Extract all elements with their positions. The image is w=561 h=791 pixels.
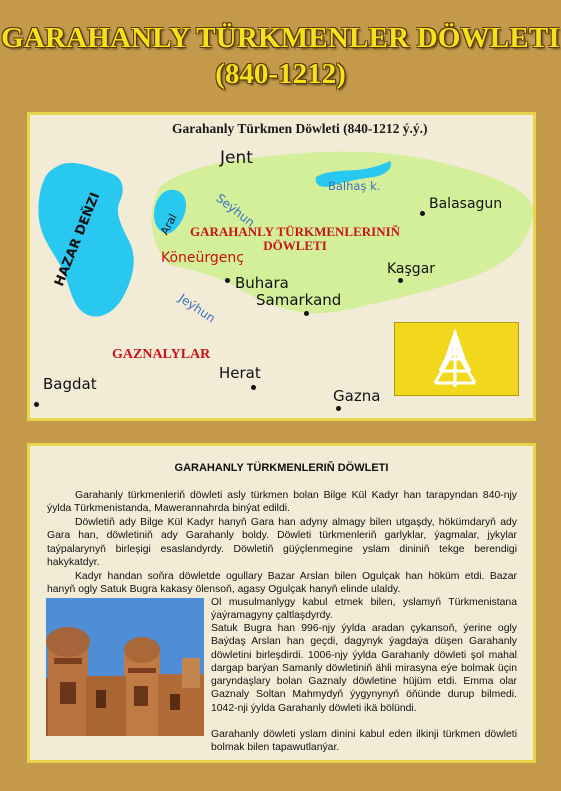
article-paragraph-4: Ol musulmanlygy kabul etmek bilen, yslamyň Türkmenistana ýaýramagyny çaltlaşdyrdy. xyxy=(211,597,517,622)
state-name-line1: GARAHANLY TÜRKMENLERINIŇ xyxy=(189,224,401,239)
article-paragraph-5: Satuk Bugra han 996-njy ýylda aradan çykansoň, ýerine ogly Baýdaş Arslan han geçdi, dagynyk ýagdaýa düşen Garahanly döwletini birleşdirdi. 1006-njy ýylda Garahanly döwleti şol mahal dargap barýan Samanly döwletiniň ähli mirasyna eýe bolmak üçin garyndaşlary bolan Gaznaly döwletine hüjüm etdi. Emma olar Gaznaly Soltan Mahmydyň ýygynynyň öňünde durup bilmedi. 1042-nji ýylda Garahanly döwleti ikä bölündi. xyxy=(211,623,517,714)
balhash-lake-label: Balhaş k. xyxy=(328,179,381,193)
state-name-line2: DÖWLETI xyxy=(263,238,327,253)
city-bagdat-dot xyxy=(34,402,39,407)
city-balasagun-dot xyxy=(420,211,425,216)
article-paragraph-1: Garahanly türkmenleriň döwleti asly türkmen bolan Bilge Kül Kadyr han tarapyndan 840-njy ýylda Türkmenistanda, Mawerannahrda binýat edildi. xyxy=(47,490,517,515)
city-buhara-dot xyxy=(225,278,230,283)
article-heading: GARAHANLY TÜRKMENLERIŇ DÖWLETI xyxy=(174,462,389,474)
city-jent-label: Jent xyxy=(220,148,253,168)
city-kashgar-label: Kaşgar xyxy=(387,261,436,277)
state-name-label xyxy=(180,225,410,253)
river-label-seyhun: Seýhun xyxy=(213,191,258,230)
map-title: Garahanly Türkmen Döwleti (840-1212 ý.ý.) xyxy=(172,121,428,136)
river-label-jeyhun: Jeýhun xyxy=(176,291,218,326)
city-herat-label: Herat xyxy=(219,364,261,382)
map-panel xyxy=(27,112,536,421)
article-paragraph-3: Kadyr handan soňra döwletde ogullary Bazar Arslan bilen Ogulçak han höküm etdi. Bazar hanyň ogly Satuk Bugra kakasy ölensoň, agasy Ogulçak hanyň elinde ulaldy. xyxy=(47,571,517,596)
fortress-illustration xyxy=(46,598,204,736)
city-herat-dot xyxy=(251,385,256,390)
city-gazna-label: Gazna xyxy=(333,387,381,405)
city-balasagun-label: Balasagun xyxy=(429,196,503,212)
article-paragraph-2: Döwletiň ady Bilge Kül Kadyr hanyň Gara han adyny almagy bilen utgaşdy, hökümdaryň ady Gara han, döwletiniň ady Garahanly boldy. Döwleti türkmenleriň garlyklar, ýagmalar, jykylar taýpalarynyň birleşigi esaslandyrdy. Döwletiň güýçlenmegine yslam dininiň tekge berendigi hakykatdyr. xyxy=(47,517,517,568)
city-buhara-label: Buhara xyxy=(235,274,289,292)
gaznaly-label: GAZNALYLAR xyxy=(112,347,211,362)
fortress-photo xyxy=(46,598,204,736)
city-samarkand-label: Samarkand xyxy=(256,291,342,309)
caspian-sea-label: HAZAR DEŇZI xyxy=(52,190,104,289)
article-paragraph-6: Garahanly döwleti yslam dinini kabul eden ilkinji türkmen döwleti bolmak bilen tapawutlanýar. xyxy=(211,729,517,754)
caspian-sea xyxy=(38,163,133,317)
article-panel xyxy=(27,443,536,763)
city-koneurgench-label: Köneürgenç xyxy=(161,250,244,266)
aral-sea-label: Aral xyxy=(158,211,180,238)
city-gazna-dot xyxy=(336,406,341,411)
page-subtitle-years: (840-1212) xyxy=(215,58,346,90)
city-samarkand-dot xyxy=(304,311,309,316)
page-title: GARAHANLY TÜRKMENLER DÖWLETI xyxy=(1,22,560,54)
flag-symbol xyxy=(394,322,517,394)
city-kashgar-dot xyxy=(398,278,403,283)
city-bagdat-label: Bagdat xyxy=(43,375,97,393)
